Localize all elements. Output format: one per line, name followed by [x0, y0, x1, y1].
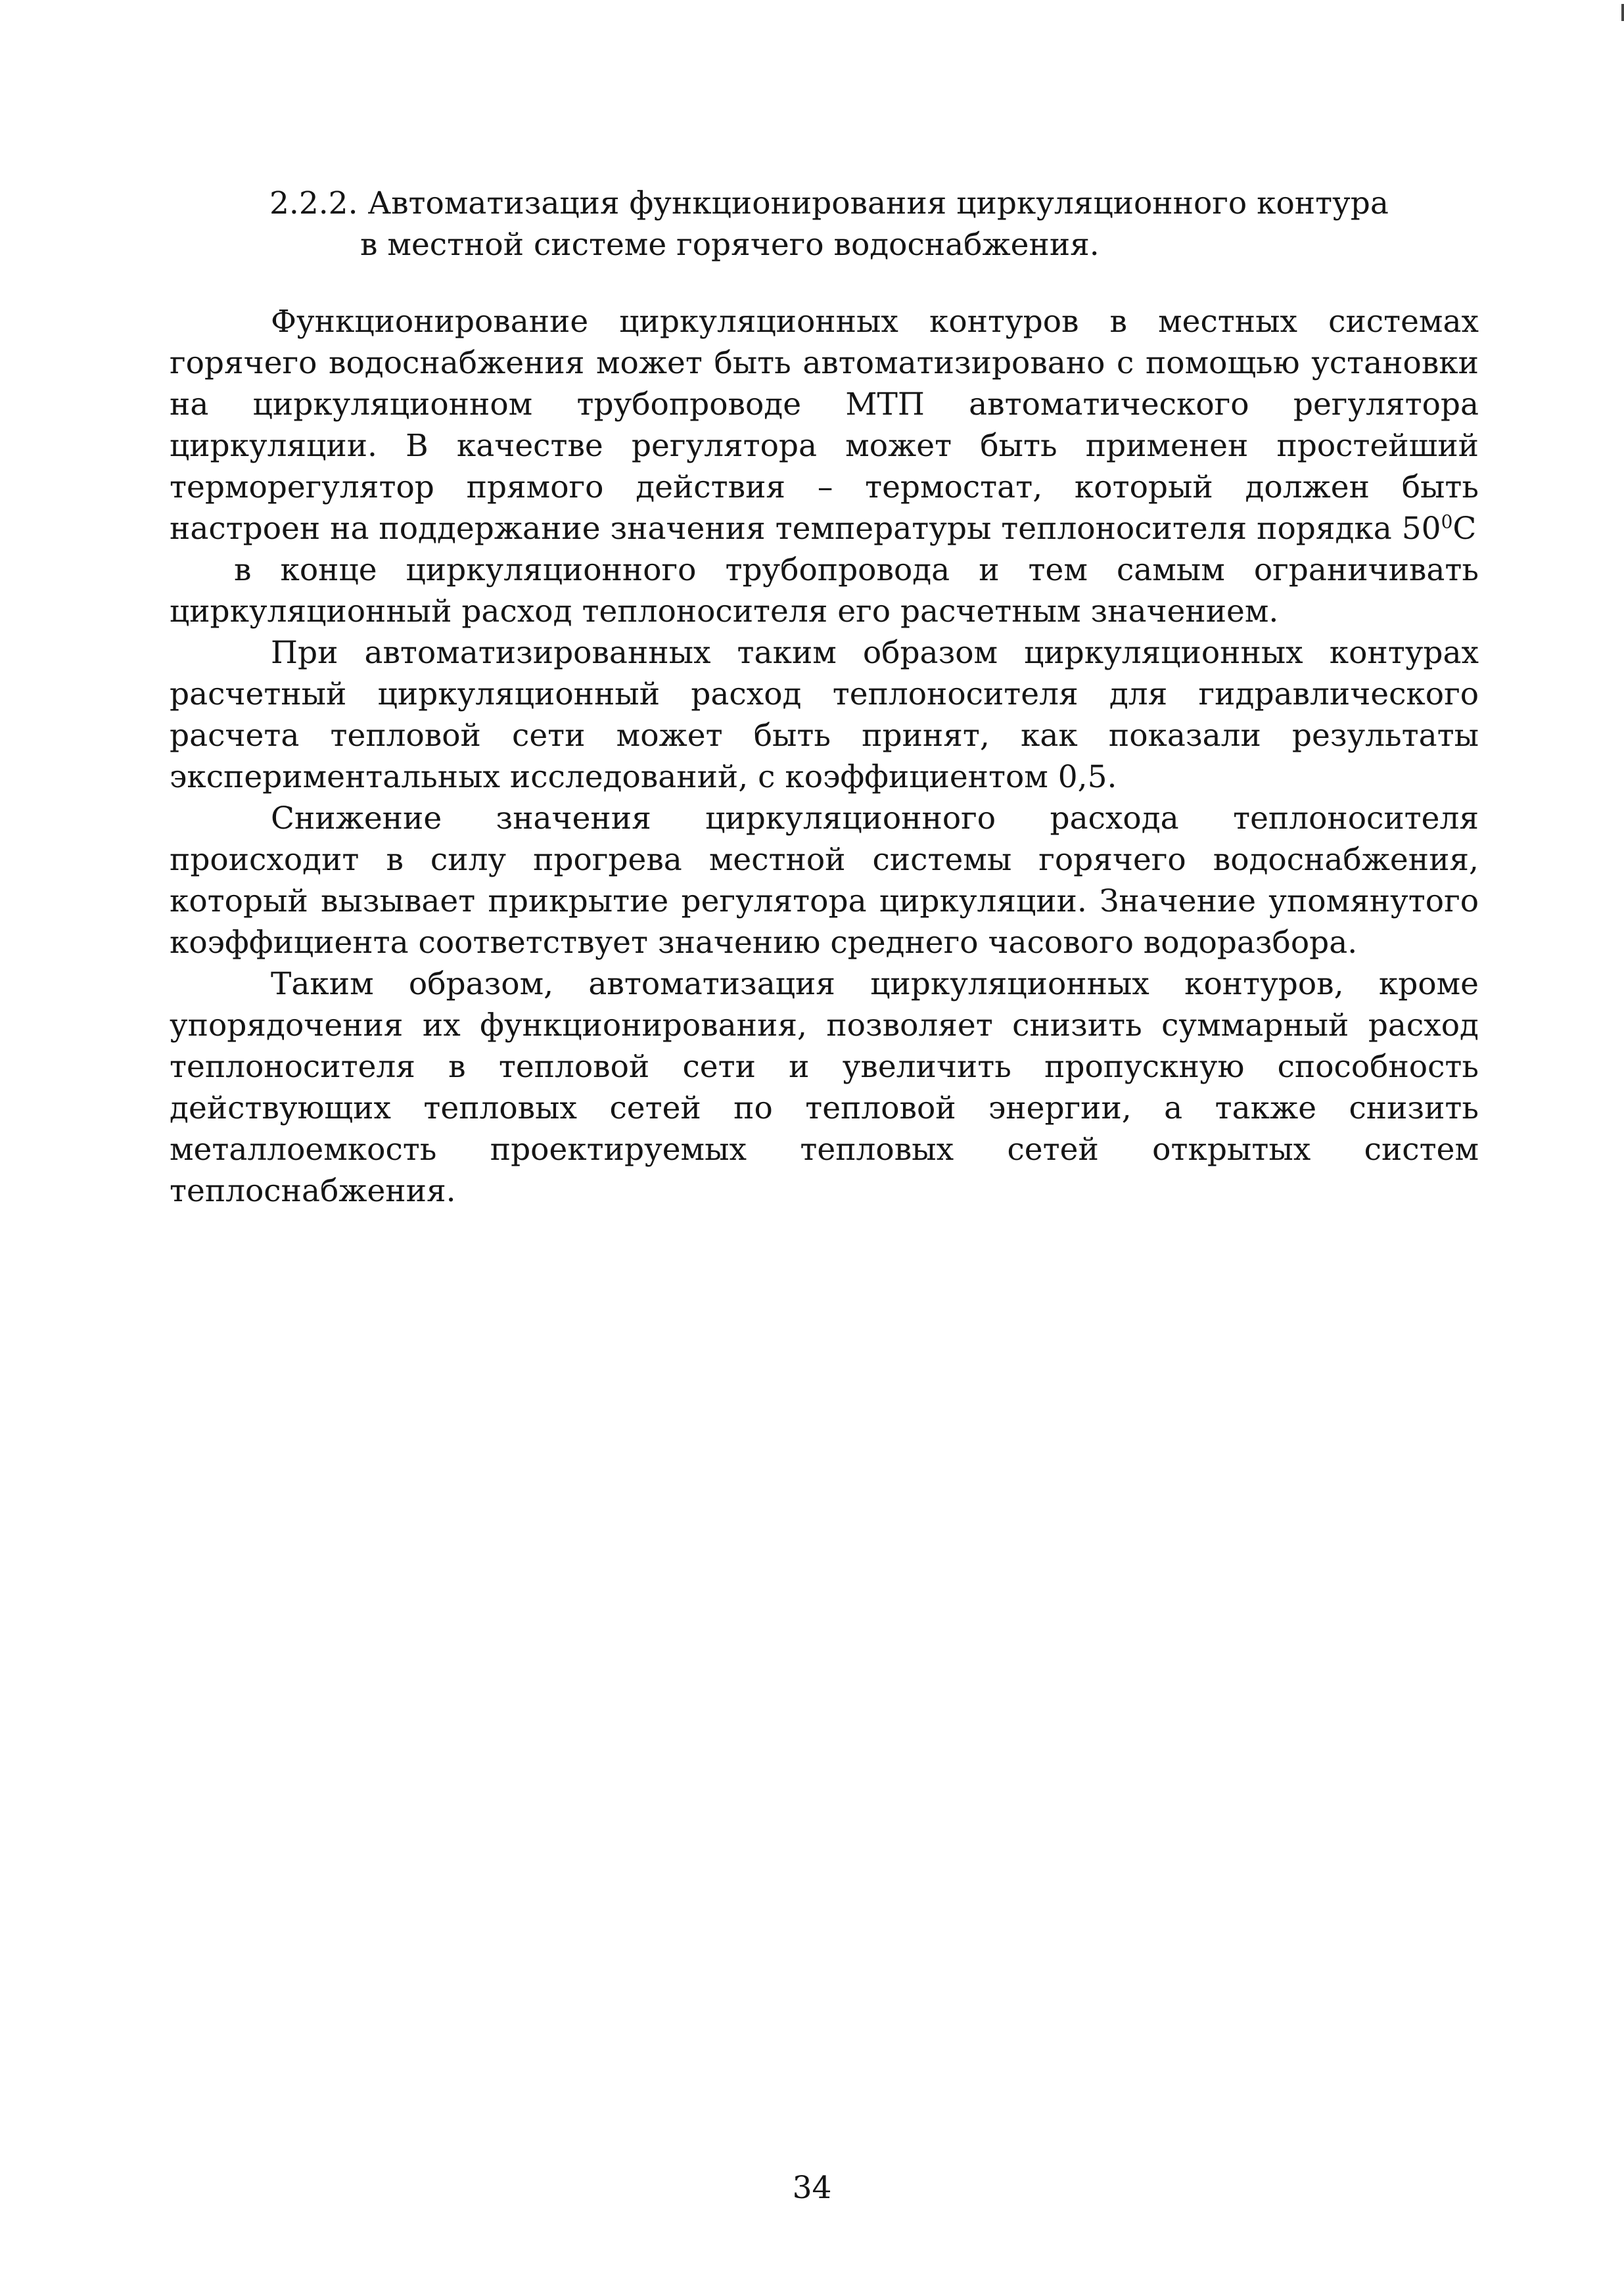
section-heading — [269, 183, 1452, 265]
paragraph-2: При автоматизированных таким образом циркуляционных контурах расчетный циркуляционный расход теплоносителя для гидравлического расчета тепловой сети может быть принят, как показали результаты экспериментальных исследований, с коэффициентом 0,5. — [170, 635, 1479, 795]
paragraph-3: Снижение значения циркуляционного расхода теплоносителя происходит в силу прогрева местной системы горячего водоснабжения, который вызывает прикрытие регулятора циркуляции. Значение упомянутого коэффициента соответствует значению среднего часового водоразбора. — [170, 800, 1479, 961]
scan-edge-mark — [1621, 4, 1624, 21]
section-heading-line-1: 2.2.2. Автоматизация функционирования циркуляционного контура — [269, 185, 1389, 221]
paragraph-1-text: Функционирование циркуляционных контуров в местных системах горячего водоснабжения может быть автоматизировано с помощью установки на циркуляционном трубопроводе МТП автоматического регулятора циркуляции. В качестве регулятора может быть применен простейший терморегулятор прямого действия – термостат, который должен быть настроен на поддержание значения температуры теплоносителя порядка 50 — [170, 304, 1479, 547]
degree-superscript: 0 — [1441, 511, 1453, 533]
paragraph-1 — [170, 301, 1479, 549]
page-number: 34 — [792, 2170, 832, 2206]
paragraph-4: Таким образом, автоматизация циркуляционных контуров, кроме упорядочения их функционирования, позволяет снизить суммарный расход теплоносителя в тепловой сети и увеличить пропускную способность действующих тепловых сетей по тепловой энергии, а также снизить металлоемкость проектируемых тепловых сетей открытых систем теплоснабжения. — [170, 966, 1479, 1209]
body-text — [170, 301, 1479, 1212]
temperature-unit: С — [1452, 511, 1477, 547]
paragraph-1-continuation: в конце циркуляционного трубопровода и тем самым ограничивать циркуляционный расход теплоносителя его расчетным значением. — [170, 552, 1479, 630]
section-heading-line-2: в местной системе горячего водоснабжения. — [360, 227, 1100, 263]
